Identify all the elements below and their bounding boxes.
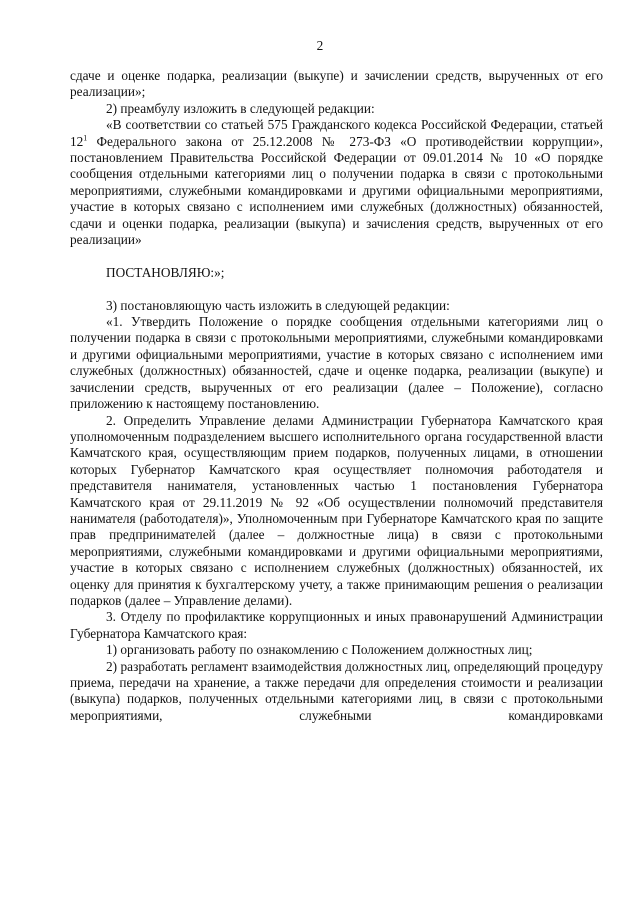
preamble-text-end: Федерального закона от 25.12.2008 № 273-ФЗ «О противодействии коррупции», постановлением Правительства Российской Федерации от 09.01.2014 № 10 «О порядке сообщения отдельными категориями лиц о получении подарка в связи с протокольными мероприятиями, служебными командировками и другими официальными мероприятиями, участие в которых связано с исполнением ими служебных (должностных) обязанностей, сдачи и оценки подарка, реализации (выкупа) и зачисления средств, вырученных от его реализации» [70, 133, 603, 248]
paragraph-point-1: «1. Утвердить Положение о порядке сообщения отдельными категориями лиц о получении подарка в связи с протокольными мероприятиями, служебными командировками и другими официальными мероприятиями, участие в которых связано с исполнением ими служебных (должностных) обязанностей, сдаче и оценке подарка, реализации (выкупе) и зачислении средств, вырученных от его реализации (далее – Положение), согласно приложению к настоящему постановлению. [70, 314, 603, 412]
paragraph-intro: сдаче и оценке подарка, реализации (выкупе) и зачислении средств, вырученных от его реализации»; [70, 68, 603, 100]
page-number: 2 [316, 38, 324, 53]
paragraph-subpoint-2: 2) разработать регламент взаимодействия должностных лиц, определяющий процедуру приема, передачи на хранение, а также передачи для определения стоимости и реализации (выкупа) подарков, полученных отдельными категориями лиц, в связи с протокольными мероприятиями, служебными командировками [70, 658, 603, 723]
paragraph-preamble-heading: 2) преамбулу изложить в следующей редакции: [106, 100, 375, 116]
paragraph-subpoint-1: 1) организовать работу по ознакомлению с Положением должностных лиц; [106, 642, 533, 658]
blank-line [70, 281, 603, 297]
paragraph-preamble [70, 117, 603, 248]
paragraph-item-3-heading: 3) постановляющую часть изложить в следующей редакции: [106, 297, 450, 313]
paragraph-point-3: 3. Отделу по профилактике коррупционных и иных правонарушений Администрации Губернатора Камчатского края: [70, 609, 603, 641]
document-body [70, 68, 603, 724]
paragraph-point-2: 2. Определить Управление делами Администрации Губернатора Камчатского края уполномоченным подразделением высшего исполнительного органа государственной власти Камчатского края, осуществляющим прием подарков, полученных лицами, в отношении которых Губернатор Камчатского края осуществляет полномочия работодателя и представителя нанимателя, установленных частью 1 постановления Губернатора Камчатского края от 29.11.2019 № 92 «Об осуществлении полномочий представителя нанимателя (работодателя)», Уполномоченным при Губернаторе Камчатского края по защите прав предпринимателей (далее – должностные лица) в связи с протокольными мероприятиями, служебными командировками и другими официальными мероприятиями, участие в которых связано с исполнением служебных (должностных) обязанностей, их оценку для принятия к бухгалтерскому учету, а также принимающим решения о реализации подарков (далее – Управление делами). [70, 412, 603, 608]
article-superscript: 1 [83, 133, 88, 143]
blank-line [70, 248, 603, 264]
paragraph-postanovlyayu: ПОСТАНОВЛЯЮ:»; [106, 264, 225, 280]
preamble-text-start: «В соответствии со статьей 575 Гражданского кодекса Российской Федерации, статьей 12 [70, 117, 603, 149]
